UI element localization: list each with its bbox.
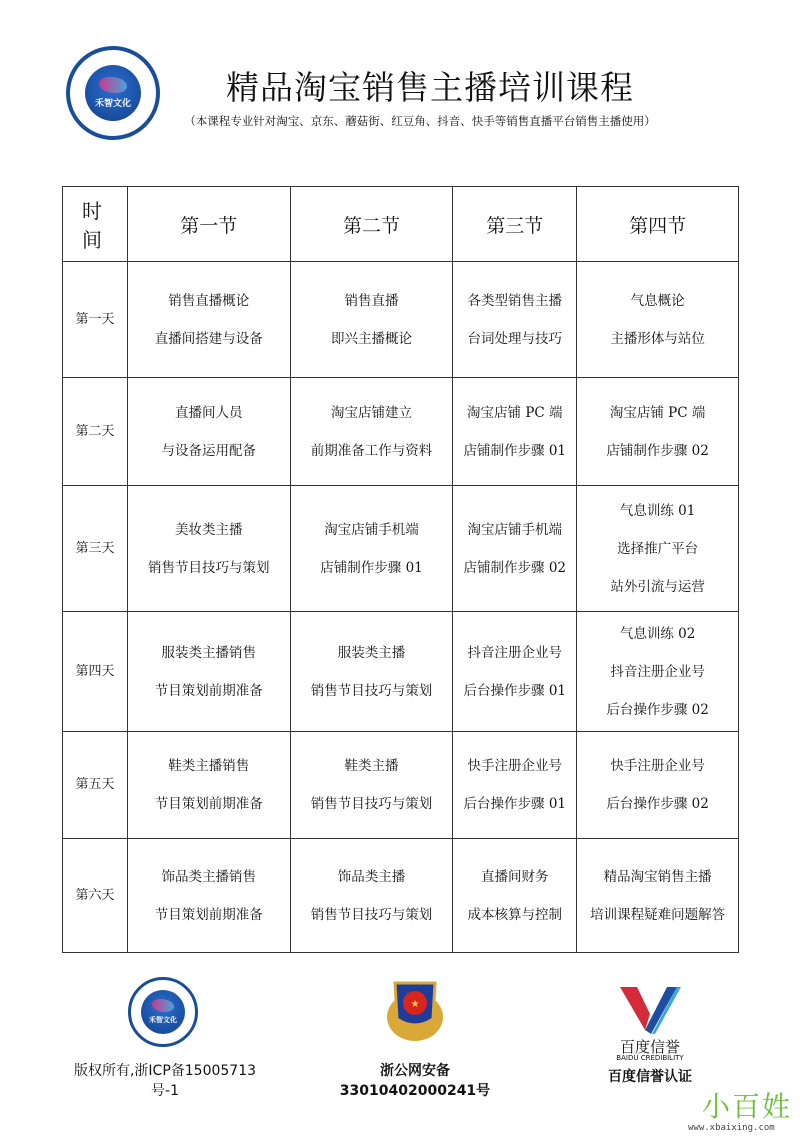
lesson-topic: 销售节目技巧与策划 — [310, 906, 433, 923]
lesson-topic: 节目策划前期准备 — [154, 682, 263, 699]
lesson-cell — [290, 839, 453, 953]
table-row — [63, 486, 739, 612]
column-header: 第二节 — [290, 187, 453, 262]
page-title: 精品淘宝销售主播培训课程 — [226, 68, 634, 107]
lesson-topic: 与设备运用配备 — [161, 442, 257, 459]
table-row — [63, 732, 739, 839]
lesson-cell — [577, 378, 739, 486]
lesson-topic: 淘宝店铺建立 — [331, 404, 413, 421]
column-header: 第一节 — [127, 187, 290, 262]
lesson-cell — [453, 839, 577, 953]
lesson-topic: 销售节目技巧与策划 — [310, 682, 433, 699]
lesson-topic: 节目策划前期准备 — [154, 906, 263, 923]
baidu-logo-en: BAIDU CREDIBILITY — [616, 1054, 684, 1062]
lesson-topic: 销售直播 — [344, 292, 399, 309]
lesson-topic: 抖音注册企业号 — [610, 663, 705, 680]
lesson-topic: 美妆类主播 — [175, 521, 243, 538]
column-header: 时 间 — [63, 187, 128, 262]
svg-text:★: ★ — [410, 999, 420, 1010]
lesson-topic: 精品淘宝销售主播 — [603, 868, 712, 885]
lesson-topic: 成本核算与控制 — [467, 906, 563, 923]
page-subtitle: （本课程专业针对淘宝、京东、蘑菇街、红豆角、抖音、快手等销售直播平台销售主播使用） — [184, 114, 656, 128]
table-row — [63, 378, 739, 486]
lesson-topic: 淘宝店铺手机端 — [467, 521, 563, 538]
copyright-text: 版权所有,浙ICP备15005713号-1 — [73, 1063, 257, 1099]
table-row — [63, 612, 739, 732]
day-label: 第五天 — [63, 732, 128, 839]
lesson-topic: 培训课程疑难问题解答 — [590, 906, 726, 923]
lesson-topic: 店铺制作步骤 02 — [463, 559, 567, 576]
lesson-cell — [127, 612, 290, 732]
watermark-text: 小百姓 — [702, 1090, 793, 1123]
lesson-topic: 店铺制作步骤 02 — [606, 442, 709, 459]
lesson-topic: 选择推广平台 — [617, 540, 699, 557]
schedule-table — [62, 186, 739, 953]
lesson-topic: 销售直播概论 — [168, 292, 250, 309]
table-row — [63, 262, 739, 378]
lesson-topic: 销售节目技巧与策划 — [148, 559, 270, 576]
lesson-cell — [290, 486, 453, 612]
lesson-cell — [577, 839, 739, 953]
lesson-topic: 店铺制作步骤 01 — [463, 442, 567, 459]
lesson-topic: 后台操作步骤 02 — [606, 701, 709, 718]
lesson-topic: 饰品类主播销售 — [161, 868, 257, 885]
lesson-topic: 服装类主播 — [337, 644, 406, 661]
lesson-cell — [453, 612, 577, 732]
lesson-cell — [577, 486, 739, 612]
logo-text: 禾智文化 — [94, 99, 131, 110]
lesson-cell — [577, 732, 739, 839]
lesson-cell — [290, 612, 453, 732]
baidu-logo-text: 百度信誉 — [619, 1038, 680, 1056]
day-label: 第二天 — [63, 378, 128, 486]
lesson-topic: 气息概论 — [630, 292, 685, 309]
lesson-topic: 饰品类主播 — [337, 868, 406, 885]
lesson-topic: 气息训练 01 — [619, 502, 696, 519]
table-row — [63, 839, 739, 953]
lesson-cell — [127, 262, 290, 378]
lesson-topic: 服装类主播销售 — [161, 644, 257, 661]
lesson-topic: 各类型销售主播 — [467, 292, 563, 309]
police-emblem-icon — [385, 975, 445, 1043]
lesson-topic: 后台操作步骤 01 — [463, 796, 567, 812]
lesson-topic: 台词处理与技巧 — [467, 330, 563, 347]
lesson-cell — [127, 486, 290, 612]
lesson-cell — [453, 262, 577, 378]
hezhi-footer-logo — [128, 977, 198, 1047]
lesson-topic: 直播间搭建与设备 — [154, 330, 263, 347]
baidu-credibility-logo — [615, 982, 685, 1037]
column-header: 第四节 — [577, 187, 739, 262]
lesson-topic: 淘宝店铺手机端 — [324, 521, 419, 538]
lesson-topic: 快手注册企业号 — [610, 758, 705, 774]
lesson-topic: 站外引流与运营 — [610, 578, 705, 595]
lesson-cell — [577, 262, 739, 378]
day-label: 第一天 — [63, 262, 128, 378]
lesson-topic: 后台操作步骤 02 — [606, 796, 709, 812]
lesson-topic: 主播形体与站位 — [610, 330, 705, 347]
lesson-topic: 快手注册企业号 — [467, 758, 563, 774]
lesson-cell — [453, 486, 577, 612]
lesson-cell — [577, 612, 739, 732]
lesson-topic: 直播间人员 — [175, 404, 243, 421]
column-header: 第三节 — [453, 187, 577, 262]
lesson-topic: 销售节目技巧与策划 — [310, 796, 433, 812]
lesson-cell — [453, 732, 577, 839]
lesson-topic: 后台操作步骤 01 — [463, 682, 567, 699]
lesson-cell — [127, 839, 290, 953]
lesson-cell — [290, 732, 453, 839]
lesson-topic: 淘宝店铺 PC 端 — [467, 404, 563, 421]
lesson-topic: 前期准备工作与资料 — [310, 442, 433, 459]
lesson-cell — [127, 378, 290, 486]
lesson-cell — [127, 732, 290, 839]
lesson-cell — [290, 262, 453, 378]
lesson-topic: 节目策划前期准备 — [154, 796, 263, 812]
watermark — [668, 1085, 798, 1140]
lesson-topic: 鞋类主播销售 — [168, 758, 250, 774]
day-label: 第四天 — [63, 612, 128, 732]
lesson-topic: 淘宝店铺 PC 端 — [609, 404, 706, 421]
lesson-topic: 鞋类主播 — [344, 758, 399, 774]
police-record-text: 浙公网安备 33010402000241号 — [339, 1063, 491, 1099]
lesson-topic: 店铺制作步骤 01 — [320, 559, 423, 576]
lesson-topic: 抖音注册企业号 — [467, 644, 563, 661]
lesson-topic: 直播间财务 — [481, 868, 549, 885]
day-label: 第三天 — [63, 486, 128, 612]
logo-text: 禾智文化 — [149, 1016, 177, 1025]
lesson-cell — [290, 378, 453, 486]
lesson-cell — [453, 378, 577, 486]
lesson-topic: 气息训练 02 — [619, 625, 696, 642]
baidu-certification-text: 百度信誉认证 — [608, 1069, 692, 1085]
lesson-topic: 即兴主播概论 — [331, 330, 413, 347]
watermark-url: www.xbaixing.com — [688, 1123, 775, 1133]
day-label: 第六天 — [63, 839, 128, 953]
